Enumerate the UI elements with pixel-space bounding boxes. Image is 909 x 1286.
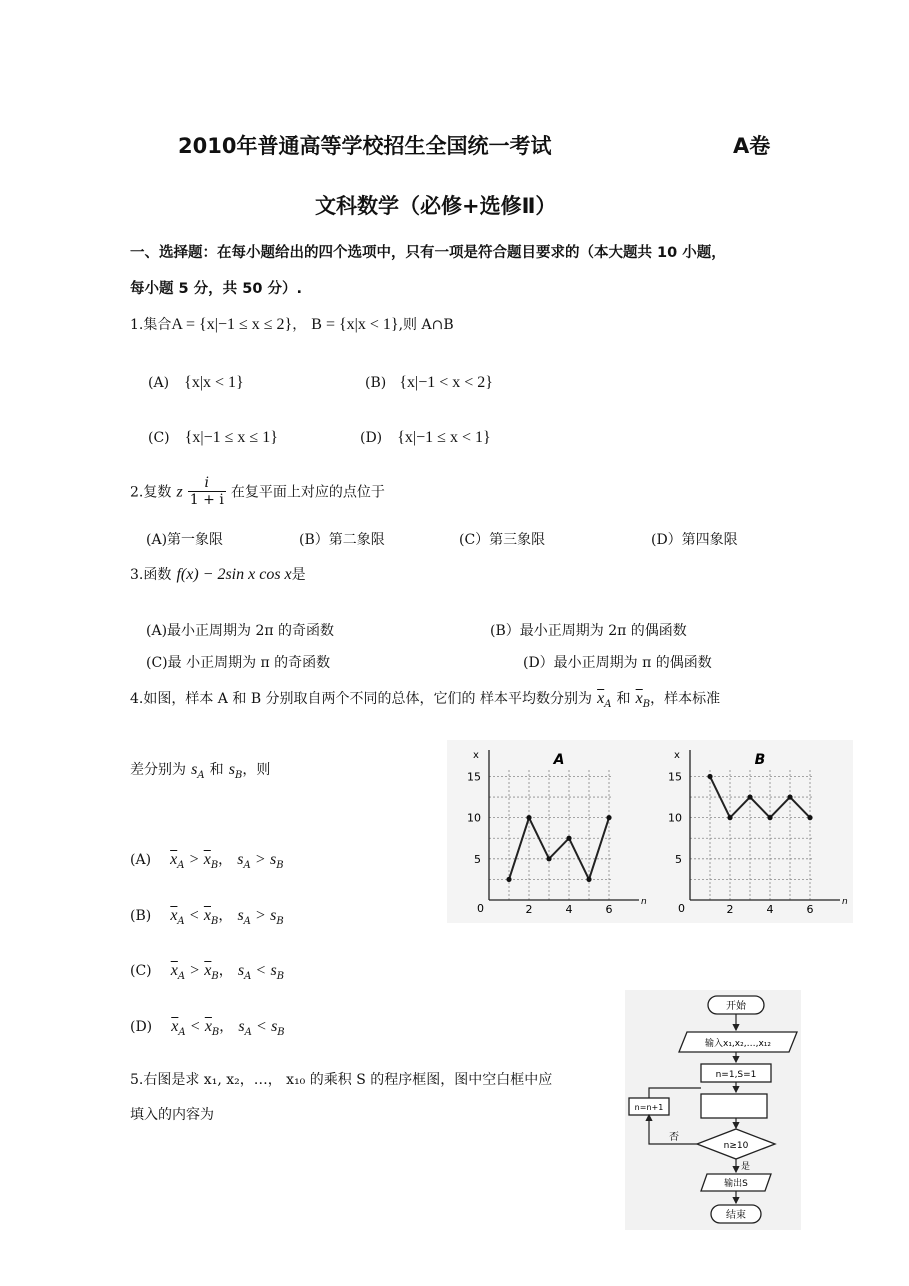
flow-blank-box [701,1094,767,1118]
section-instruction-line1: 一、选择题：在每小题给出的四个选项中，只有一项是符合题目要求的（本大题共 10 小题， [130,245,726,261]
y-tick-label: 10 [467,811,481,825]
q3-function: f(x) − 2sin x cos x [176,566,292,583]
q4-od-comma: ， [219,1019,234,1035]
q2-option-d: (D）第四象限 [651,532,738,548]
q1-option-c [148,427,278,447]
q4-option-a [130,849,284,869]
q4-oc-sb: s [270,962,277,979]
q2-option-b: (B）第二象限 [299,532,385,548]
q1-option-b [365,372,493,392]
q4-od-rel2: < [256,1018,266,1035]
data-point [546,856,551,861]
q4-od-xa: $\overline{x}$ [171,1018,179,1035]
q4-ob-xa: $\overline{x}$ [170,907,178,924]
q4-ob-sb: s [270,907,277,924]
x-axis-label: n [842,897,848,907]
data-point [807,815,812,820]
q5-line1: 5.右图是求 x₁, x₂，…， x₁₀ 的乘积 S 的程序框图，图中空白框中应 [130,1072,553,1088]
q4-ob-sa-sub: A [243,916,251,927]
q3-stem: 3.函数 [130,567,172,583]
flow-condition-label: n≥10 [723,1141,749,1151]
data-point [747,794,752,799]
q4-option-d-label: (D) [130,1019,153,1035]
q4-oc-xa: $\overline{x}$ [170,962,178,979]
q4-oc-rel2: < [256,962,266,979]
q4-od-xb: $\overline{x}$ [204,1018,212,1035]
q1-set-b: B = {x|x < 1} [311,316,399,333]
q4-and-2: 和 [209,762,224,778]
q2-option-c: (C）第三象限 [459,532,546,548]
data-point [787,794,792,799]
q4-mean-a: $\overline{x}$ [597,690,605,707]
q4-ob-sb-sub: B [276,916,284,927]
q4-ob-rel2: > [256,907,266,924]
data-point [767,815,772,820]
q1-option-c-label: (C) [148,430,170,446]
q4-line2-pre: 差分别为 [130,762,186,778]
exam-title: 2010年普通高等学校招生全国统一考试 [178,134,552,158]
x-tick-label: 6 [806,903,814,916]
q4-od-sb-sub: B [277,1027,285,1038]
q4-oc-sa-sub: A [244,971,252,982]
x-tick-label: 4 [766,903,774,916]
q4-oc-comma: ， [218,963,233,979]
q2-numerator: i [204,475,210,491]
q2-stem: 2.复数 [130,484,172,501]
q1-set-a: A = {x|−1 ≤ x ≤ 2} [171,316,293,333]
q4-option-b-label: (B) [130,908,152,924]
flow-input-label: 输入x₁,x₂,…,x₁₂ [705,1039,771,1049]
q3-option-a: (A)最小正周期为 2π 的奇函数 [146,623,335,639]
y-tick-label: 5 [474,852,481,866]
q5-flowchart [625,990,801,1230]
q4-sd-a: s [191,761,198,778]
data-point [727,815,732,820]
q4-oa-xa: $\overline{x}$ [170,851,178,868]
q2-option-a: (A)第一象限 [146,532,224,548]
x-tick-label: 4 [565,903,573,916]
data-point [586,877,591,882]
q4-oc-sb-sub: B [276,971,285,982]
flow-output-label: 输出S [724,1179,748,1189]
q4-ob-comma: ， [218,908,233,924]
q4-oa-sb: s [269,851,277,868]
q1-option-a-label: (A) [148,375,170,391]
data-point [566,836,571,841]
q3-option-d: (D）最小正周期为 π 的偶函数 [523,655,712,671]
q1-sep: ， [292,317,307,333]
q1-option-b-text: {x|−1 < x < 2} [399,374,493,391]
q4-ob-xb-sub: B [210,916,219,927]
y-tick-label: 10 [668,811,682,825]
charts-background [447,740,853,923]
data-point [606,815,611,820]
q1-option-a [148,372,244,392]
q4-oa-rel1: > [189,851,199,868]
q1-option-d-text: {x|−1 ≤ x < 1} [397,429,491,446]
q4-od-sa: s [238,1018,245,1035]
q4-ob-xa-sub: A [177,916,185,927]
q4-oa-xb: $\overline{x}$ [203,851,211,868]
flow-init-label: n=1,S=1 [715,1070,757,1080]
q4-sd-b-sub: B [234,770,243,781]
q4-ob-rel1: < [189,907,199,924]
q4-od-xa-sub: A [178,1027,186,1038]
q1-option-b-label: (B) [365,375,387,391]
paper-label: A卷 [733,134,771,158]
q4-stem: 4.如图，样本 A 和 B 分别取自两个不同的总体，它们的 样本平均数分别为 [130,691,593,707]
chart-title: B [754,752,766,768]
q4-mean-b: $\overline{x}$ [635,690,643,707]
q2-tail: 在复平面上对应的点位于 [230,484,385,501]
question-2 [130,476,385,508]
exam-subtitle: 文科数学（必修+选修Ⅱ） [315,194,557,218]
q4-sd-b: s [228,761,235,778]
q2-fraction [188,476,226,508]
y-axis-label: x [473,750,479,761]
q3-option-b: (B）最小正周期为 2π 的偶函数 [490,623,687,639]
flow-yes-label: 是 [741,1162,751,1172]
q4-line2 [130,759,270,779]
q4-oc-rel1: > [190,962,200,979]
q4-oc-xa-sub: A [177,971,186,982]
q4-oc-xb-sub: B [211,971,219,982]
q4-option-b [130,905,284,925]
q2-z: z [176,483,183,501]
q4-mean-b-sub: B [642,699,651,710]
q4-line2-tail: ，则 [242,762,271,778]
chart-title: A [553,752,565,768]
q4-ob-sa: s [237,907,244,924]
q4-oa-comma: ， [218,852,233,868]
q1-option-a-text: {x|x < 1} [184,374,244,391]
q4-option-c [130,960,284,980]
q3-option-c: (C)最 小正周期为 π 的奇函数 [146,655,331,671]
q4-option-d [130,1016,285,1036]
q1-stem: 1.集合 [130,317,172,333]
x-tick-label: 2 [726,903,734,916]
q4-oa-sa-sub: A [243,860,251,871]
q4-oa-sa: s [237,851,244,868]
section-instruction-line2: 每小题 5 分，共 50 分）. [130,281,302,297]
y-tick-label: 5 [675,852,682,866]
q3-tail: 是 [291,567,306,583]
q4-option-c-label: (C) [130,963,152,979]
x-axis-label: n [641,897,647,907]
q4-ob-xb: $\overline{x}$ [203,907,211,924]
q4-oa-rel2: > [255,851,265,868]
q4-option-a-label: (A) [130,852,152,868]
q1-option-d-label: (D) [360,430,383,446]
data-point [707,774,712,779]
y-tick-label: 15 [668,770,682,784]
q4-mean-a-sub: A [604,699,612,710]
flow-incr-label: n=n+1 [634,1103,664,1112]
q4-oa-xb-sub: B [210,860,219,871]
question-1 [130,314,454,334]
q4-od-sa-sub: A [244,1027,252,1038]
q4-oa-sb-sub: B [276,860,284,871]
data-point [506,877,511,882]
flow-start-label: 开始 [726,1001,746,1012]
q4-od-sb: s [271,1018,278,1035]
q4-od-rel1: < [190,1018,200,1035]
q4-oa-xa-sub: A [177,860,185,871]
x-tick-label: 6 [605,903,613,916]
question-3 [130,564,306,584]
q1-option-d [360,427,491,447]
q4-sd-a-sub: A [197,770,205,781]
q4-od-xb-sub: B [211,1027,220,1038]
flow-no-label: 否 [669,1132,679,1143]
q2-denominator: 1 + i [189,492,224,508]
data-point [526,815,531,820]
q1-option-c-text: {x|−1 ≤ x ≤ 1} [184,429,278,446]
q4-oc-xb: $\overline{x}$ [204,962,212,979]
q4-and: 和 [616,691,631,707]
flow-end-label: 结束 [726,1210,746,1221]
x-tick-label: 2 [525,903,533,916]
question-4 [130,688,720,708]
q4-oc-sa: s [237,962,245,979]
q4-sample-charts [447,740,853,923]
q4-tail: ，样本标准 [650,691,721,707]
origin-label: 0 [477,902,484,915]
q1-tail: ,则 A∩B [398,317,454,333]
q5-line2: 填入的内容为 [130,1107,214,1123]
y-axis-label: x [674,750,680,761]
origin-label: 0 [678,902,685,915]
y-tick-label: 15 [467,770,481,784]
